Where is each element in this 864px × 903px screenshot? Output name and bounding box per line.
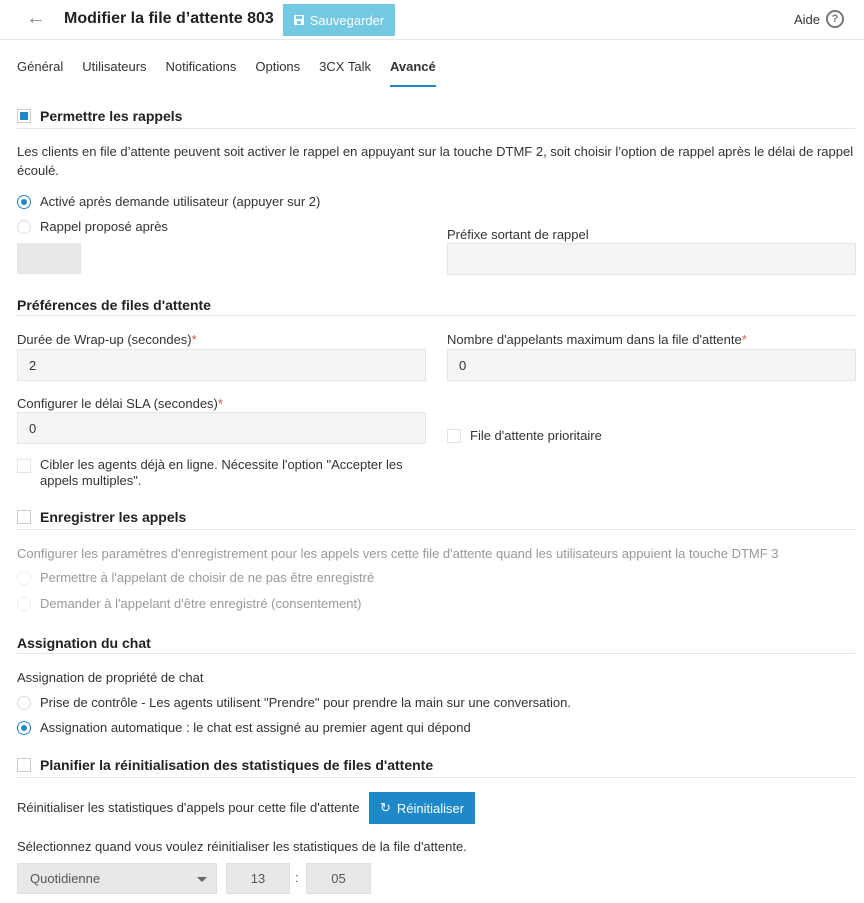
save-button[interactable]	[283, 4, 395, 36]
recording-consent-radio[interactable]	[17, 597, 31, 611]
chat-takeover-option[interactable]	[17, 695, 571, 710]
callback-on-request-option[interactable]	[17, 194, 320, 209]
tab-options[interactable]: Options	[255, 59, 301, 74]
recording-consent-option[interactable]	[17, 596, 361, 611]
preferences-section-title: Préférences de files d'attente	[17, 297, 211, 313]
max-callers-label-text: Nombre d'appelants maximum dans la file d'attente	[447, 332, 742, 347]
callback-after-delay-radio[interactable]	[17, 220, 31, 234]
recording-opt-out-radio[interactable]	[17, 571, 31, 585]
tab-bar	[17, 56, 455, 87]
chat-auto-label: Assignation automatique : le chat est assigné au premier agent qui dépond	[40, 720, 471, 735]
help-link[interactable]	[794, 10, 844, 28]
time-separator: :	[295, 870, 299, 885]
wrapup-input[interactable]: 2	[17, 349, 426, 381]
callback-on-request-label: Activé après demande utilisateur (appuyer sur 2)	[40, 194, 321, 209]
target-online-checkbox[interactable]	[17, 459, 31, 473]
reset-frequency-select[interactable]	[17, 863, 217, 894]
stats-reset-when-label: Sélectionnez quand vous voulez réinitialiser les statistiques de la file d'attente.	[17, 839, 467, 854]
wrapup-label-text: Durée de Wrap-up (secondes)	[17, 332, 192, 347]
help-label: Aide	[793, 11, 820, 27]
recording-section-title	[17, 509, 186, 525]
reset-frequency-value: Quotidienne	[30, 871, 101, 886]
max-callers-input[interactable]: 0	[447, 349, 856, 381]
stats-reset-section-title	[17, 757, 433, 773]
callbacks-description: Les clients en file d’attente peuvent soit activer le rappel en appuyant sur la touche DTMF 2, soit choisir l’option de rappel après le délai de rappel écoulé.	[17, 144, 854, 178]
callback-after-delay-label: Rappel proposé après	[40, 219, 168, 234]
page-title: Modifier la file d’attente 803	[64, 10, 274, 27]
stats-reset-title: Planifier la réinitialisation des statistiques de files d'attente	[40, 757, 434, 773]
stats-reset-label: Réinitialiser les statistiques d'appels pour cette file d'attente	[17, 800, 360, 815]
callbacks-title: Permettre les rappels	[40, 108, 183, 124]
recording-opt-out-label: Permettre à l'appelant de choisir de ne pas être enregistré	[40, 570, 375, 585]
chat-section-title: Assignation du chat	[17, 635, 151, 651]
required-mark: *	[741, 332, 747, 347]
priority-queue-option[interactable]	[447, 428, 602, 443]
callbacks-section-title	[17, 108, 182, 124]
divider	[17, 653, 855, 654]
callback-prefix-input[interactable]	[447, 243, 856, 275]
chat-ownership-label: Assignation de propriété de chat	[17, 670, 204, 685]
callback-on-request-radio[interactable]	[17, 195, 31, 209]
recording-consent-label: Demander à l'appelant d'être enregistré (consentement)	[40, 596, 362, 611]
refresh-icon: ↻	[379, 800, 391, 815]
callback-delay-input[interactable]	[17, 243, 81, 274]
target-online-label-line1: Cibler les agents déjà en ligne. Nécessite l'option "Accepter les	[40, 457, 403, 472]
tab-users[interactable]: Utilisateurs	[82, 59, 147, 74]
reset-stats-button[interactable]	[369, 792, 475, 824]
recording-checkbox[interactable]	[17, 510, 31, 524]
priority-queue-checkbox[interactable]	[447, 429, 461, 443]
back-arrow-icon[interactable]: ←	[26, 7, 46, 29]
help-icon: ?	[826, 10, 844, 28]
save-button-label: Sauvegarder	[309, 12, 385, 28]
recording-opt-out-option[interactable]	[17, 570, 374, 585]
divider	[17, 315, 855, 316]
chat-takeover-radio[interactable]	[17, 696, 31, 710]
sla-label-text: Configurer le délai SLA (secondes)	[17, 396, 218, 411]
chat-auto-radio[interactable]	[17, 721, 31, 735]
tab-notifications[interactable]: Notifications	[165, 59, 237, 74]
reset-stats-button-label: Réinitialiser	[396, 800, 465, 816]
sla-input[interactable]: 0	[17, 412, 426, 444]
callbacks-checkbox[interactable]	[17, 109, 31, 123]
header	[0, 0, 864, 40]
divider	[17, 529, 855, 530]
tab-3cx-talk[interactable]: 3CX Talk	[319, 59, 371, 74]
recording-title: Enregistrer les appels	[40, 509, 187, 525]
divider	[17, 128, 855, 129]
target-online-label	[40, 457, 403, 489]
tab-advanced[interactable]: Avancé	[390, 56, 436, 87]
required-mark: *	[191, 332, 197, 347]
sla-label	[17, 396, 223, 411]
reset-hour-input[interactable]: 13	[226, 863, 290, 894]
tab-general[interactable]: Général	[17, 59, 64, 74]
callback-after-delay-option[interactable]	[17, 219, 168, 234]
priority-queue-label: File d'attente prioritaire	[470, 428, 602, 443]
callback-prefix-label: Préfixe sortant de rappel	[447, 227, 589, 242]
target-online-option[interactable]	[17, 457, 403, 489]
caret-down-icon	[197, 877, 207, 882]
chat-auto-option[interactable]	[17, 720, 471, 735]
save-icon	[294, 15, 304, 25]
stats-reset-checkbox[interactable]	[17, 758, 31, 772]
target-online-label-line2: appels multiples".	[40, 473, 142, 488]
max-callers-label	[447, 332, 747, 347]
required-mark: *	[217, 396, 223, 411]
divider	[17, 777, 855, 778]
reset-minute-input[interactable]: 05	[306, 863, 371, 894]
recording-description: Configurer les paramètres d'enregistrement pour les appels vers cette file d'attente quand les utilisateurs appuient la touche DTMF 3	[17, 546, 779, 561]
chat-takeover-label: Prise de contrôle - Les agents utilisent "Prendre" pour prendre la main sur une conversation.	[40, 695, 571, 710]
wrapup-label	[17, 332, 197, 347]
